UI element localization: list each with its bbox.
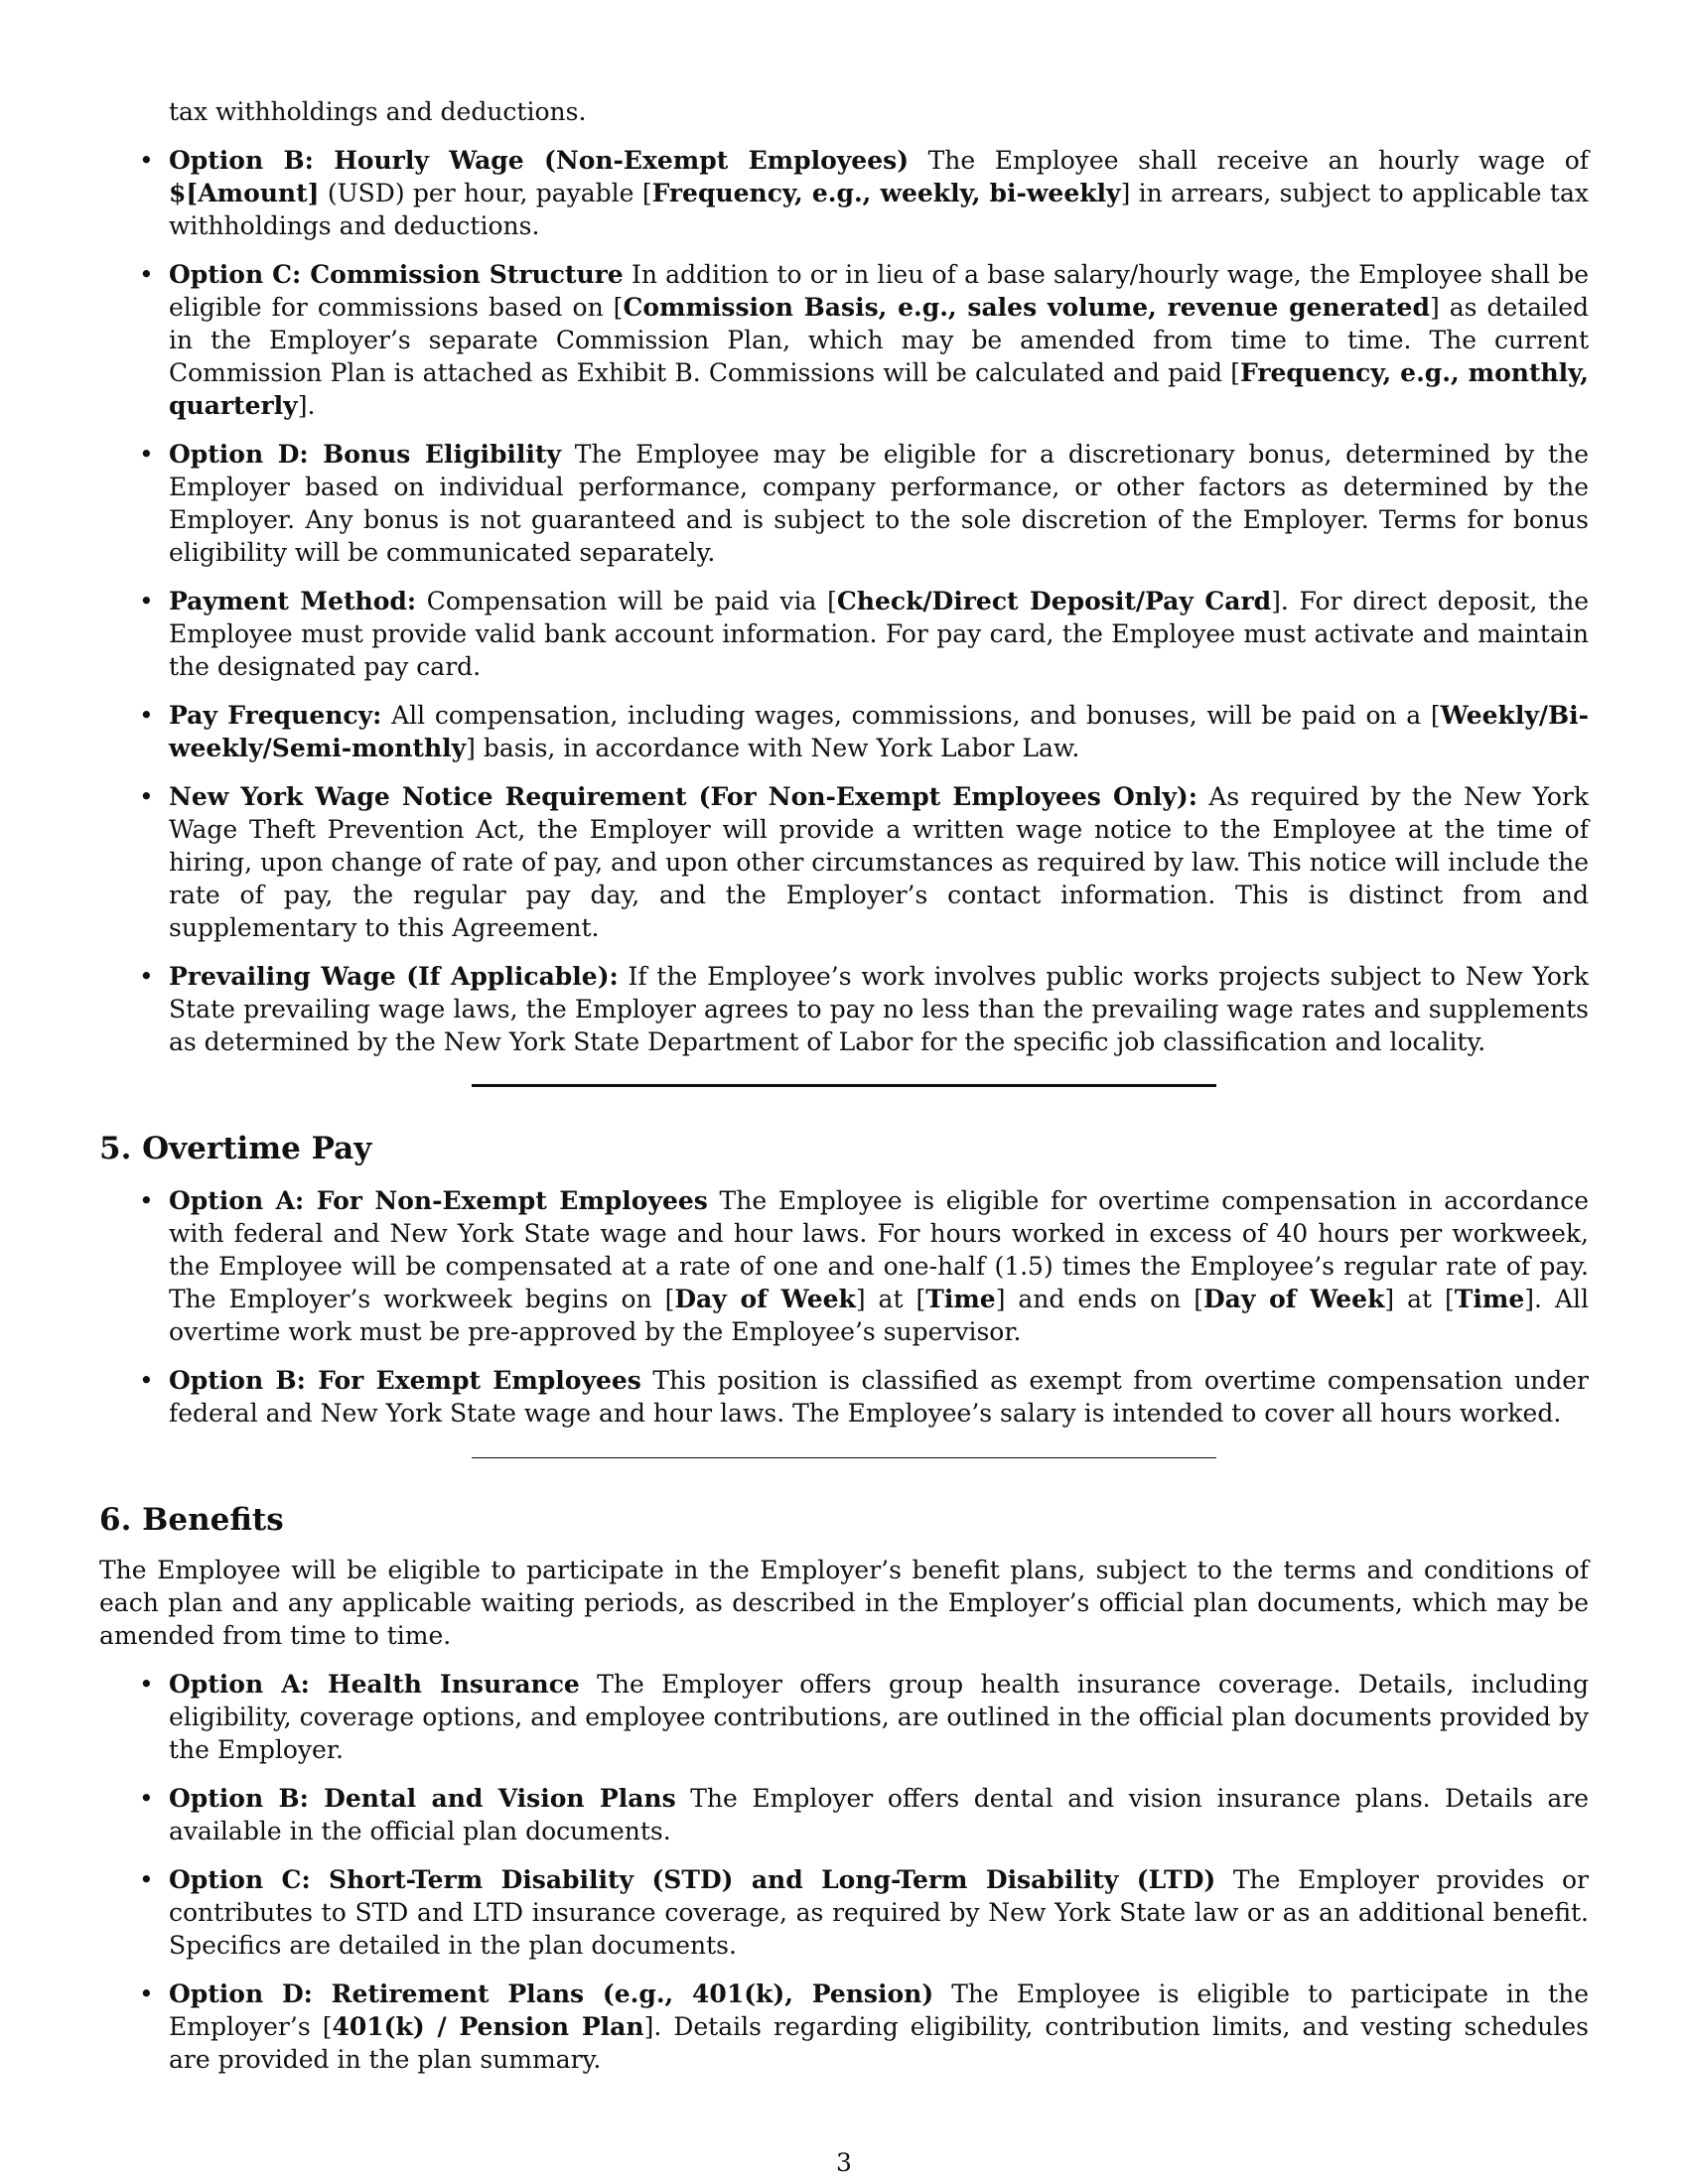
list-item [99, 438, 1589, 569]
list-item-text [169, 1784, 1589, 1845]
text-run: All compensation, including wages, commissions, and bonuses, will be paid on a [ [381, 701, 1441, 730]
text-run: (USD) per hour, payable [ [319, 179, 652, 207]
bold-run: Pay Frequency: [169, 701, 382, 730]
text-run: Compensation will be paid via [ [416, 587, 837, 615]
text-run: ]. For direct deposit, the Employee must provide valid bank account information. For pay card, the Employee must activate and maintain the designated pay card. [169, 587, 1590, 681]
text-run: In addition to or in lieu of a base salary/hourly wage, the Employee shall be eligible for commissions based on [ [169, 260, 1589, 322]
section-heading-overtime: 5. Overtime Pay [99, 1131, 372, 1166]
list-item [99, 699, 1589, 764]
text-run: ] basis, in accordance with New York Labor Law. [466, 734, 1080, 762]
bullet-icon: • [139, 1865, 154, 1894]
bold-run: 401(k) / Pension Plan [332, 2012, 644, 2041]
list-item-text [169, 1366, 1589, 1428]
benefits-intro: The Employee will be eligible to participate in the Employer’s benefit plans, subject to the terms and conditions of each plan and any applicable waiting periods, as described in the Employer’s official plan documents, which may be amended from time to time. [99, 1556, 1589, 1650]
bold-run: Option B: For Exempt Employees [169, 1366, 641, 1395]
text-run: The Employee may be eligible for a discretionary bonus, determined by the Employer based on individual performance, company performance, or other factors as determined by the Employer. Any bonus is not guaranteed and is subject to the sole discretion of the Employer. Terms for bonus eligibility will be communicated separately. [169, 440, 1590, 567]
section-heading-benefits: 6. Benefits [99, 1502, 284, 1538]
bold-run: Time [1454, 1285, 1525, 1313]
list-item-text [169, 1979, 1589, 2074]
text-run: The Employee is eligible to participate in the Employer’s [ [169, 1979, 1589, 2041]
bullet-icon: • [139, 1979, 154, 2008]
bullet-icon: • [139, 440, 154, 469]
list-item-text [169, 1186, 1589, 1346]
benefits-options-list [99, 1668, 1589, 2076]
list-item-text [169, 962, 1589, 1056]
text-run: This position is classified as exempt from overtime compensation under federal and New York State wage and hour laws. The Employee’s salary is intended to cover all hours worked. [169, 1366, 1589, 1428]
list-item [99, 585, 1589, 683]
section-divider [472, 1084, 1216, 1087]
bold-run: Frequency, e.g., weekly, bi-weekly [651, 179, 1121, 207]
bold-run: Option D: Bonus Eligibility [169, 440, 561, 469]
bold-run: Option C: Short-Term Disability (STD) and Long-Term Disability (LTD) [169, 1865, 1216, 1894]
text-run: ]. Details regarding eligibility, contribution limits, and vesting schedules are provided in the plan summary. [169, 2012, 1590, 2074]
list-item [99, 1184, 1589, 1348]
list-item-text [169, 1865, 1589, 1960]
text-run: ] and ends on [ [995, 1285, 1203, 1313]
text-run: The Employee is eligible for overtime compensation in accordance with federal and New York State wage and hour laws. For hours worked in excess of 40 hours per workweek, the Employee will be compensated at a rate of one and one-half (1.5) times the Employee’s regular rate of pay. The Employer’s workweek begins on [ [169, 1186, 1589, 1313]
compensation-options-list [99, 144, 1589, 1058]
bullet-icon: • [139, 1366, 154, 1395]
page-number: 3 [836, 2148, 852, 2177]
overtime-options-list [99, 1184, 1589, 1430]
bold-run: Commission Basis, e.g., sales volume, revenue generated [623, 293, 1430, 322]
document-page [99, 95, 1589, 2076]
bold-run: Option C: Commission Structure [169, 260, 624, 289]
bold-run: Frequency, e.g., monthly, quarterly [169, 358, 1590, 420]
list-item-text [169, 260, 1589, 420]
list-item [99, 1863, 1589, 1962]
list-item [99, 1782, 1589, 1847]
bold-run: Option A: For Non-Exempt Employees [169, 1186, 708, 1215]
bullet-icon: • [139, 962, 154, 991]
list-item [99, 1364, 1589, 1430]
list-item-text [169, 1670, 1589, 1764]
section-divider [472, 1457, 1216, 1458]
text-run: The Employee shall receive an hourly wage of [909, 146, 1590, 175]
bullet-icon: • [139, 1784, 154, 1813]
bullet-icon: • [139, 701, 154, 730]
bold-run: Prevailing Wage (If Applicable): [169, 962, 619, 991]
bold-run: Time [925, 1285, 996, 1313]
text-run: ]. [297, 391, 316, 420]
bold-run: $[Amount] [169, 179, 320, 207]
list-item-text [169, 587, 1589, 681]
text-run: The Employer offers dental and vision insurance plans. Details are available in the official plan documents. [169, 1784, 1590, 1845]
bullet-icon: • [139, 1186, 154, 1215]
bold-run: Option B: Dental and Vision Plans [169, 1784, 676, 1813]
text-run: The Employer offers group health insurance coverage. Details, including eligibility, coverage options, and employee contributions, are outlined in the official plan documents provided by the Employer. [169, 1670, 1589, 1764]
text-run: ] at [ [855, 1285, 926, 1313]
bullet-icon: • [139, 146, 154, 175]
bold-run: Option D: Retirement Plans (e.g., 401(k), Pension) [169, 1979, 934, 2008]
list-item [99, 258, 1589, 422]
list-item-text [169, 440, 1589, 567]
bullet-icon: • [139, 1670, 154, 1699]
text-run: If the Employee’s work involves public works projects subject to New York State prevailing wage laws, the Employer agrees to pay no less than the prevailing wage rates and supplements as determined by the New York State Department of Labor for the specific job classification and locality. [169, 962, 1589, 1056]
text-run: ] in arrears, subject to applicable tax withholdings and deductions. [169, 179, 1589, 240]
bold-run: Option A: Health Insurance [169, 1670, 580, 1699]
list-item [99, 1668, 1589, 1766]
list-item [99, 1978, 1589, 2076]
bullet-icon: • [139, 587, 154, 615]
text-run: ]. All overtime work must be pre-approved by the Employee’s supervisor. [169, 1285, 1589, 1346]
bold-run: Day of Week [674, 1285, 856, 1313]
bold-run: Option B: Hourly Wage (Non-Exempt Employees) [169, 146, 910, 175]
text-run: The Employer provides or contributes to STD and LTD insurance coverage, as required by New York State law or as an additional benefit. Specifics are detailed in the plan documents. [169, 1865, 1589, 1960]
bold-run: Weekly/Bi-weekly/Semi-monthly [169, 701, 1589, 762]
bold-run: Payment Method: [169, 587, 417, 615]
bold-run: Day of Week [1202, 1285, 1385, 1313]
list-item-text [169, 146, 1589, 240]
bold-run: Check/Direct Deposit/Pay Card [836, 587, 1272, 615]
list-item [99, 780, 1589, 944]
list-item-text [169, 782, 1589, 942]
bold-run: New York Wage Notice Requirement (For Non-Exempt Employees Only): [169, 782, 1197, 811]
text-run: As required by the New York Wage Theft Prevention Act, the Employer will provide a written wage notice to the Employee at the time of hiring, upon change of rate of pay, and upon other circumstances as required by law. This notice will include the rate of pay, the regular pay day, and the Employer’s contact information. This is distinct from and supplementary to this Agreement. [169, 782, 1590, 942]
continuation-text: tax withholdings and deductions. [169, 97, 587, 126]
list-item-text [169, 701, 1589, 762]
text-run: ] at [ [1384, 1285, 1455, 1313]
bullet-icon: • [139, 782, 154, 811]
text-run: ] as detailed in the Employer’s separate Commission Plan, which may be amended from time to time. The current Commission Plan is attached as Exhibit B. Commissions will be calculated and paid [ [169, 293, 1589, 387]
list-item [99, 144, 1589, 242]
list-item [99, 960, 1589, 1058]
bullet-icon: • [139, 260, 154, 289]
